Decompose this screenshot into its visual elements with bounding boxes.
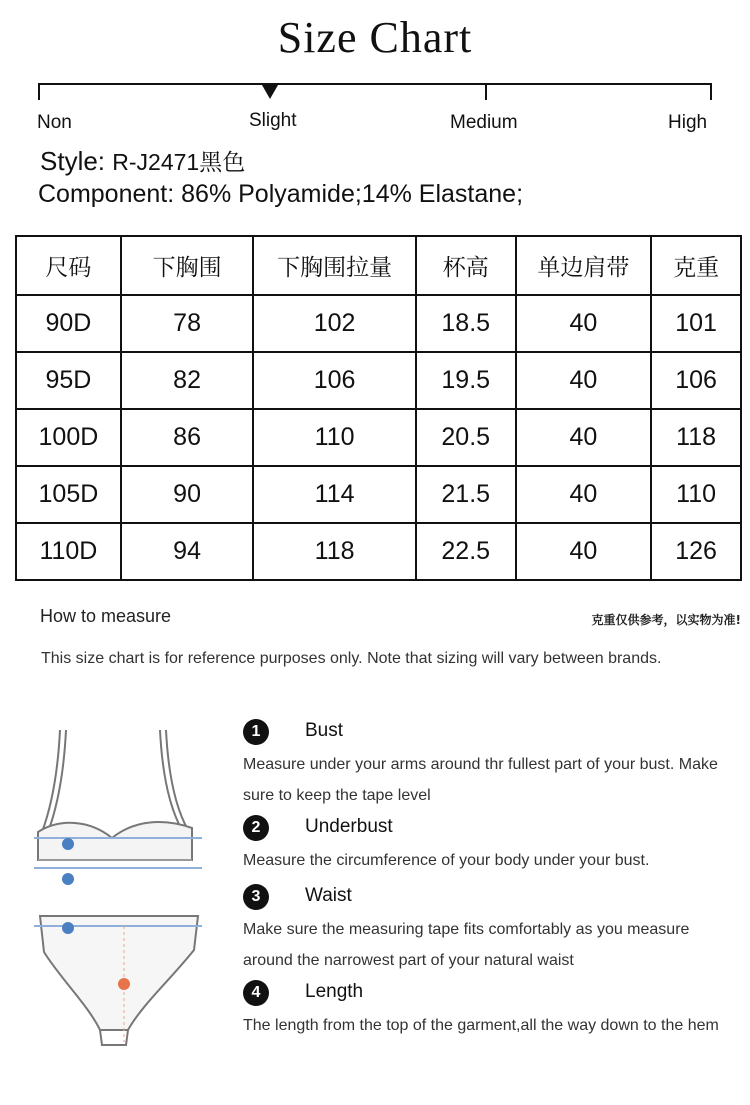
step-title: Waist [305,885,352,906]
step-number-badge: 4 [243,980,269,1006]
table-cell: 40 [516,295,652,352]
table-row [16,409,741,466]
table-cell: 82 [121,352,254,409]
table-cell: 21.5 [416,466,516,523]
table-cell: 19.5 [416,352,516,409]
scale-tick [485,84,487,100]
header-cell: 下胸围 [121,236,254,295]
table-cell: 118 [253,523,415,580]
table-row [16,295,741,352]
size-table [15,235,742,581]
scale-tick [38,84,40,100]
marker-4 [118,978,130,990]
table-cell: 110 [651,466,741,523]
step-number-badge: 3 [243,884,269,910]
step-description: Measure the circumference of your body under your bust. [243,852,650,869]
table-cell: 102 [253,295,415,352]
scale-tick [710,84,712,100]
step-number-badge: 1 [243,719,269,745]
header-cell: 尺码 [16,236,121,295]
scale-label-high: High [668,112,708,133]
table-cell: 101 [651,295,741,352]
disclaimer-text: This size chart is for reference purposes only. Note that sizing will vary between brands. [41,650,662,667]
stretch-marker-icon [262,85,278,99]
table-cell: 78 [121,295,254,352]
marker-1 [62,838,74,850]
table-cell: 114 [253,466,415,523]
step-title: Bust [305,720,344,741]
style-line [40,144,245,177]
table-cell: 95D [16,352,121,409]
step-number-badge: 2 [243,815,269,841]
table-cell: 110D [16,523,121,580]
table-cell: 40 [516,523,652,580]
step-title: Length [305,981,364,1002]
header-cell: 下胸围拉量 [253,236,415,295]
table-cell: 126 [651,523,741,580]
table-cell: 105D [16,466,121,523]
style-label: Style: [40,146,106,176]
table-row [16,466,741,523]
step-description: The length from the top of the garment,all the way down to the hem [243,1017,719,1034]
scale-label-medium: Medium [450,112,518,133]
table-cell: 40 [516,409,652,466]
header-cell: 单边肩带 [516,236,652,295]
table-row [16,523,741,580]
table-cell: 40 [516,466,652,523]
table-cell: 18.5 [416,295,516,352]
table-cell: 86 [121,409,254,466]
table-cell: 20.5 [416,409,516,466]
step-description: Measure under your arms around thr fullest part of your bust. Make sure to keep the tape level [243,756,718,804]
table-row [16,352,741,409]
table-cell: 94 [121,523,254,580]
table-header-row [16,236,741,295]
weight-note: 克重仅供参考，以实物为准! [591,613,741,627]
garment-illustration-icon [30,720,210,1060]
marker-3 [62,922,74,934]
table-cell: 106 [253,352,415,409]
scale-label-slight: Slight [249,110,297,131]
style-value: R-J2471黑色 [112,149,246,175]
table-cell: 100D [16,409,121,466]
marker-2 [62,873,74,885]
page-title: Size Chart [277,13,473,62]
table-cell: 106 [651,352,741,409]
table-cell: 40 [516,352,652,409]
table-cell: 118 [651,409,741,466]
scale-label-non: Non [37,112,72,133]
step-title: Underbust [305,816,393,837]
how-to-measure-heading: How to measure [40,606,172,626]
table-cell: 90 [121,466,254,523]
header-cell: 克重 [651,236,741,295]
component-line: Component: 86% Polyamide;14% Elastane; [38,180,524,208]
step-description: Make sure the measuring tape fits comfortably as you measure around the narrowest part of your natural waist [243,921,690,969]
header-cell: 杯高 [416,236,516,295]
scale-line [38,83,712,85]
table-cell: 22.5 [416,523,516,580]
table-cell: 110 [253,409,415,466]
table-cell: 90D [16,295,121,352]
